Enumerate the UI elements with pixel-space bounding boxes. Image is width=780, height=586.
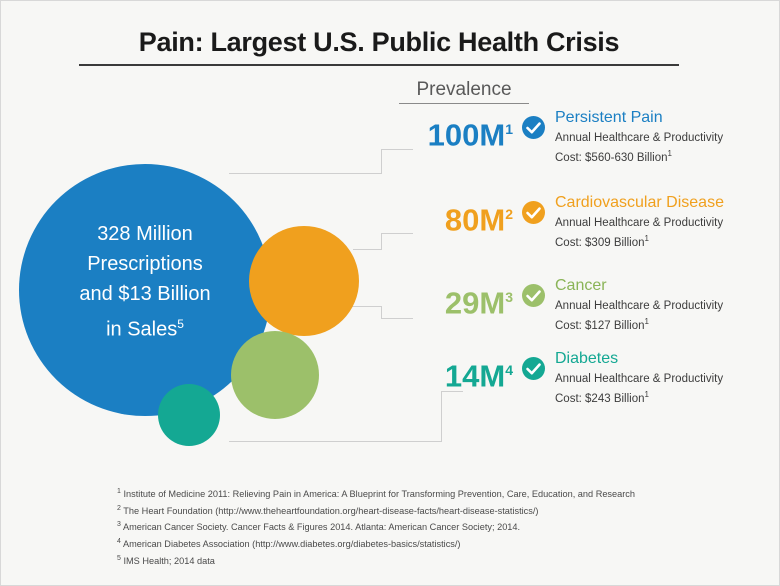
stat-value-text: 29M <box>444 285 506 321</box>
check-icon <box>522 116 545 139</box>
stat-text-cancer <box>555 276 765 334</box>
stat-row-persistent-pain <box>391 108 761 184</box>
stat-subtext <box>555 299 765 334</box>
stat-title: Persistent Pain <box>555 109 663 126</box>
stat-row-cancer <box>391 276 761 352</box>
stat-value-cancer <box>391 280 513 320</box>
bubble-line-4-text: in Sales <box>106 318 178 341</box>
stat-subtext-line-1: Annual Healthcare & Productivity <box>555 217 724 229</box>
stat-subtext-line-2 <box>555 231 765 251</box>
footnote-item <box>117 552 757 569</box>
footnote-text: The Heart Foundation (http://www.theheartfoundation.org/heart-disease-facts/heart-disease-statistics/) <box>123 505 539 516</box>
stat-value-persistent-pain <box>391 112 513 152</box>
stat-cost-footnote-mark: 1 <box>667 149 672 158</box>
stat-subtext-line-1: Annual Healthcare & Productivity <box>555 373 724 385</box>
footnote-mark: 2 <box>117 504 121 512</box>
connector-line-persistent-pain-vertical <box>381 149 382 174</box>
footnote-mark: 5 <box>117 554 121 562</box>
prevalence-header <box>399 79 529 104</box>
bubble-cancer <box>231 331 319 419</box>
stat-value-text: 100M <box>427 117 506 153</box>
prevalence-divider <box>399 103 529 104</box>
stat-title: Cardiovascular Disease <box>555 194 724 211</box>
stat-subtext <box>555 216 765 251</box>
stat-row-diabetes <box>391 349 761 425</box>
stat-cost-footnote-mark: 1 <box>644 317 649 326</box>
stat-subtext <box>555 131 765 166</box>
connector-line-persistent-pain <box>229 173 381 174</box>
prevalence-label: Prevalence <box>416 79 512 100</box>
stat-text-persistent-pain <box>555 108 765 166</box>
page-title: Pain: Largest U.S. Public Health Crisis <box>138 27 620 57</box>
stat-text-cardiovascular-disease <box>555 193 765 251</box>
stat-value-footnote-mark: 3 <box>505 289 513 305</box>
stat-value-diabetes <box>391 353 513 393</box>
check-icon <box>522 201 545 224</box>
footnote-item <box>117 535 757 552</box>
connector-line-diabetes <box>229 441 441 442</box>
bubble-prescriptions-label <box>19 219 271 345</box>
stat-value-footnote-mark: 4 <box>505 362 513 378</box>
stat-subtext-line-2 <box>555 314 765 334</box>
stat-cost-text: Cost: $243 Billion <box>555 392 645 405</box>
footnote-text: American Cancer Society. Cancer Facts & Figures 2014. Atlanta: American Cancer Society; 2014. <box>122 522 521 533</box>
bubble-line-1: 328 Million <box>97 223 193 245</box>
bubble-diabetes <box>158 384 220 446</box>
stat-cost-footnote-mark: 1 <box>644 390 649 399</box>
stat-cost-text: Cost: $309 Billion <box>555 236 645 249</box>
stat-subtext-line-2 <box>555 387 765 407</box>
bubble-cardiovascular <box>249 226 359 336</box>
stat-subtext <box>555 372 765 407</box>
check-icon <box>522 357 545 380</box>
footnote-item <box>117 485 757 502</box>
connector-line-cancer-vertical <box>381 306 382 318</box>
stat-value-text: 80M <box>444 202 506 238</box>
stat-title: Diabetes <box>555 350 619 367</box>
stat-value-footnote-mark: 1 <box>505 121 513 137</box>
check-icon <box>522 284 545 307</box>
footnote-item <box>117 502 757 519</box>
stat-title: Cancer <box>555 277 607 294</box>
footnote-text: IMS Health; 2014 data <box>123 555 215 566</box>
footnote-mark: 1 <box>117 488 121 495</box>
title-block <box>79 27 679 66</box>
stat-subtext-line-1: Annual Healthcare & Productivity <box>555 300 724 312</box>
footnotes <box>117 485 757 568</box>
stat-value-text: 14M <box>444 358 506 394</box>
stat-subtext-line-1: Annual Healthcare & Productivity <box>555 132 724 144</box>
stat-cost-text: Cost: $560-630 Billion <box>555 151 668 164</box>
footnote-text: American Diabetes Association (http://www.diabetes.org/diabetes-basics/statistics/) <box>122 539 461 550</box>
title-divider <box>79 64 679 66</box>
footnote-mark: 3 <box>117 521 121 529</box>
footnote-item <box>117 518 757 535</box>
stat-row-cardiovascular-disease <box>391 193 761 269</box>
stat-text-diabetes <box>555 349 765 407</box>
stat-value-footnote-mark: 2 <box>505 206 513 222</box>
footnote-text: Institute of Medicine 2011: Relieving Pain in America: A Blueprint for Transforming Prevention, Care, Education, and Research <box>123 489 636 500</box>
bubble-line-2: Prescriptions <box>87 253 203 275</box>
bubble-line-3: and $13 Billion <box>79 283 211 305</box>
bubble-line-4-footnote-mark: 5 <box>177 317 184 331</box>
stat-cost-text: Cost: $127 Billion <box>555 319 645 332</box>
footnote-mark: 4 <box>117 537 121 545</box>
stat-value-cardiovascular-disease <box>391 197 513 237</box>
stat-subtext-line-2 <box>555 146 765 166</box>
bubble-line-4 <box>19 309 271 345</box>
connector-line-cardiovascular <box>353 249 381 250</box>
stat-cost-footnote-mark: 1 <box>644 234 649 243</box>
connector-line-cardiovascular-vertical <box>381 233 382 250</box>
